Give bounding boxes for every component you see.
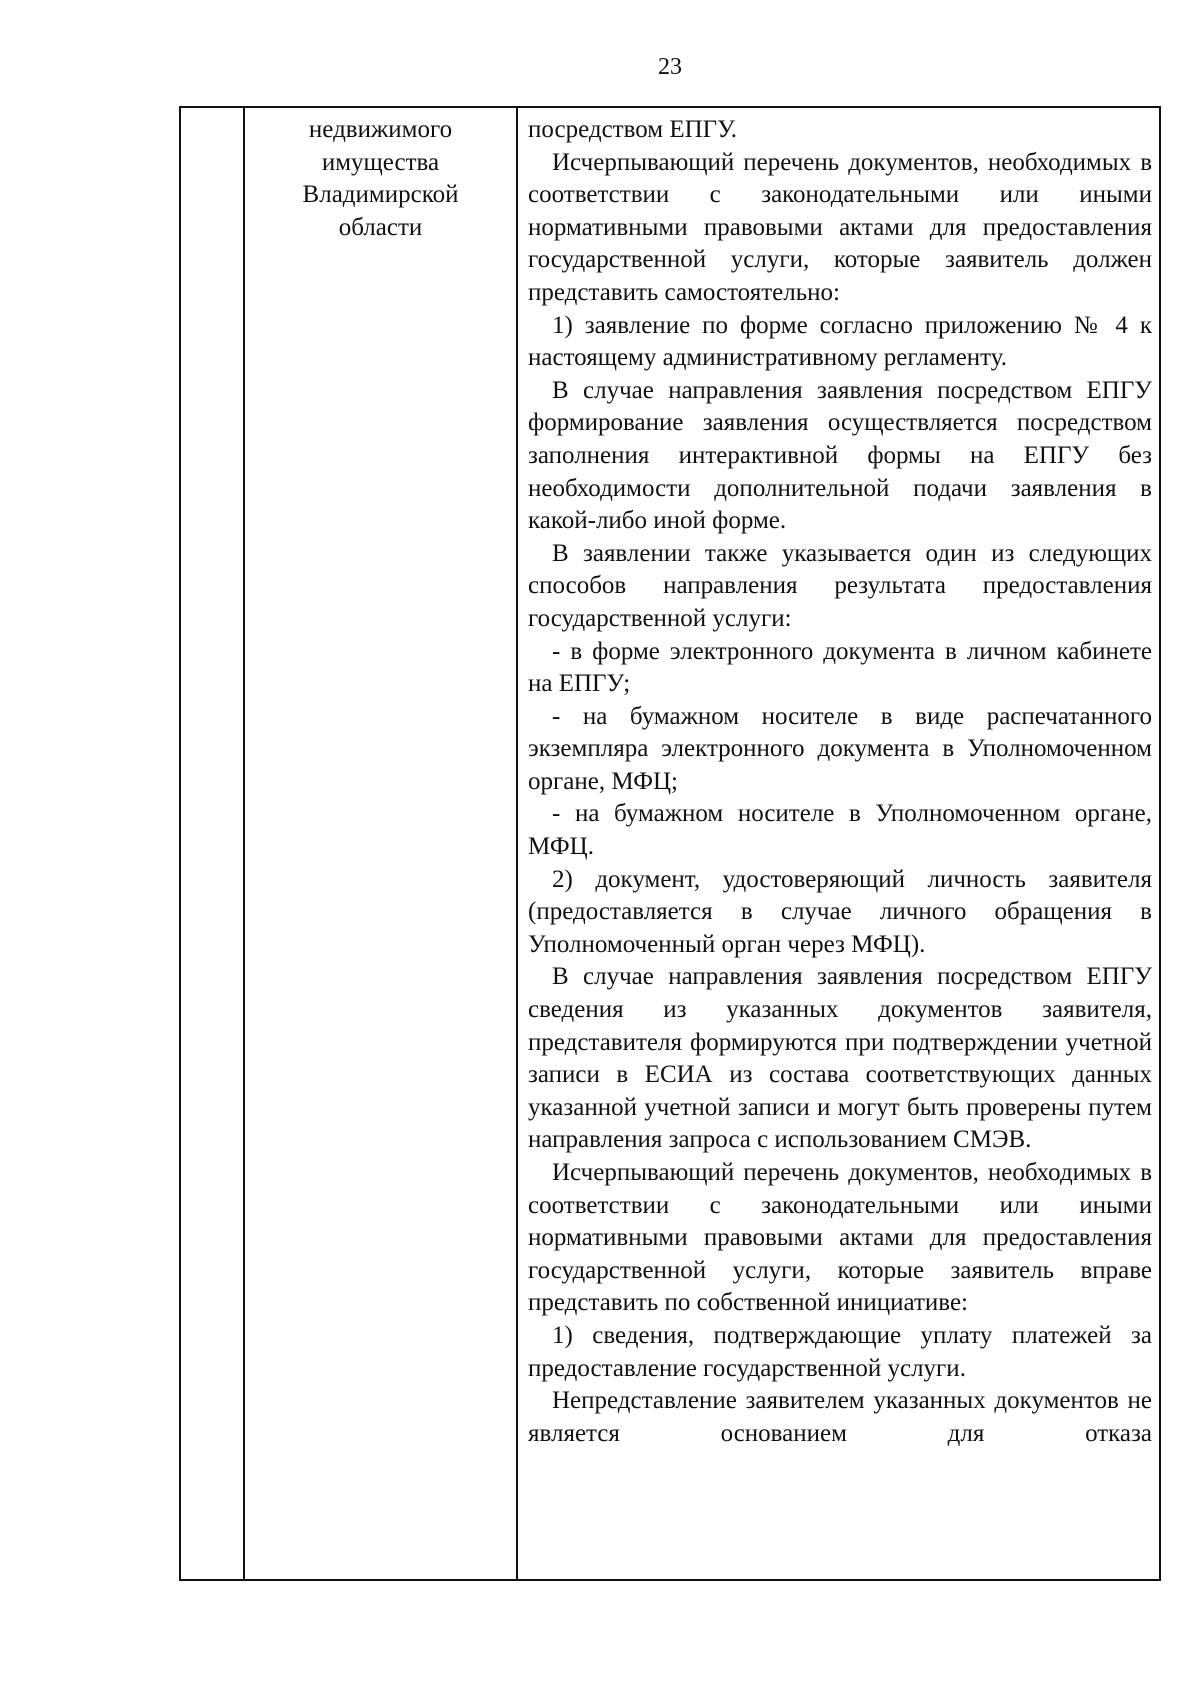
paragraph: 2) документ, удостоверяющий личность заявителя (предоставляется в случае личного обращения в Уполномоченный орган через МФЦ). xyxy=(528,865,1152,958)
paragraph: 1) сведения, подтверждающие уплату платежей за предоставление государственной услуги. xyxy=(528,1321,1152,1382)
paragraph: Непредставление заявителем указанных документов не является основанием для отказа xyxy=(528,1387,1152,1447)
document-table xyxy=(179,106,1161,1581)
paragraph: Исчерпывающий перечень документов, необходимых в соответствии с законодательными или иными нормативными правовыми актами для предоставления государственной услуги, которые заявитель должен представить самостоятельно: xyxy=(528,148,1152,306)
cell-text-line: недвижимого xyxy=(308,116,453,143)
paragraph: В случае направления заявления посредством ЕПГУ формирование заявления осуществляется посредством заполнения интерактивной формы на ЕПГУ без необходимости дополнительной подачи заявления в какой-либо иной форме. xyxy=(528,376,1152,535)
cell-text-line: имущества xyxy=(321,148,440,176)
table-cell-authority xyxy=(247,114,514,244)
page-number: 23 xyxy=(658,54,682,80)
cell-text-line: Владимирской xyxy=(302,181,459,209)
column-divider xyxy=(243,108,245,1579)
paragraph: В заявлении также указывается один из следующих способов направления результата предоставления государственной услуги: xyxy=(528,539,1152,632)
column-divider xyxy=(516,108,518,1579)
paragraph: 1) заявление по форме согласно приложению № 4 к настоящему административному регламенту. xyxy=(528,311,1152,372)
table-cell-description xyxy=(528,114,1152,1450)
paragraph: - в форме электронного документа в личном кабинете на ЕПГУ; xyxy=(528,637,1152,698)
paragraph: В случае направления заявления посредством ЕПГУ сведения из указанных документов заявителя, представителя формируются при подтверждении учетной записи в ЕСИА из состава соответствующих данных указанной учетной записи и могут быть проверены путем направления запроса с использованием СМЭВ. xyxy=(528,963,1152,1154)
paragraph: посредством ЕПГУ. xyxy=(528,116,737,143)
paragraph: Исчерпывающий перечень документов, необходимых в соответствии с законодательными или иными нормативными правовыми актами для предоставления государственной услуги, которые заявитель вправе представить по собственной инициативе: xyxy=(528,1159,1152,1317)
cell-text-line: области xyxy=(338,213,423,241)
paragraph: - на бумажном носителе в виде распечатанного экземпляра электронного документа в Уполномоченном органе, МФЦ; xyxy=(528,702,1152,795)
paragraph: - на бумажном носителе в Уполномоченном органе, МФЦ. xyxy=(528,800,1152,861)
